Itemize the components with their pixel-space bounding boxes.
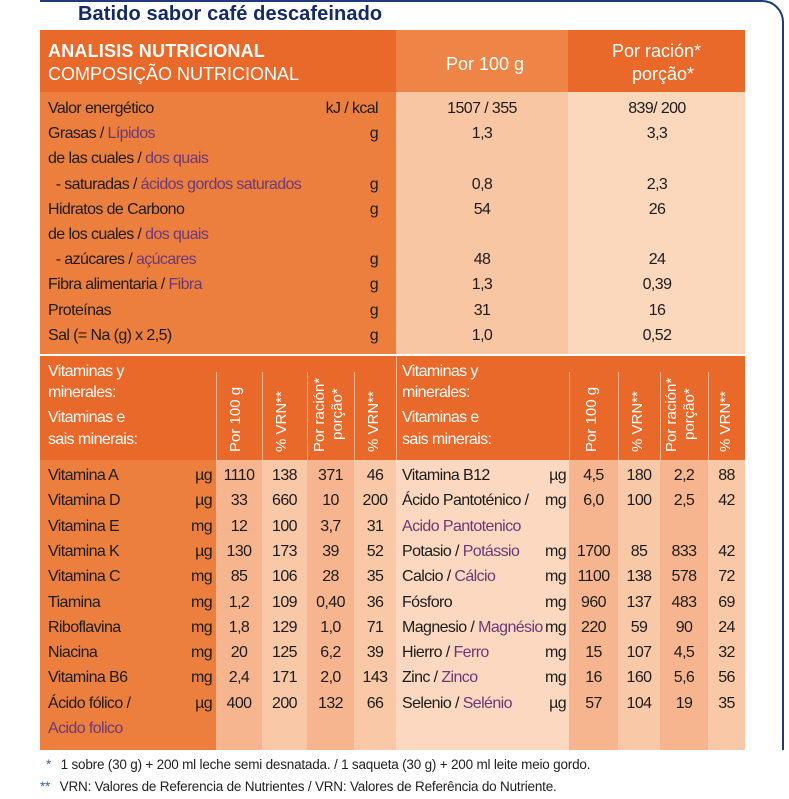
vitamin-portion: 19: [675, 694, 693, 712]
vitamin-portion: 5,6: [673, 669, 695, 687]
divider: [216, 372, 217, 460]
vitamin-name: [48, 491, 120, 511]
vitamin-unit: µg: [195, 492, 212, 510]
vitamin-unit: µg: [549, 694, 566, 712]
vit-header-es2: minerales:: [48, 384, 116, 401]
nutrient-unit: kJ / kcal: [325, 100, 378, 117]
vitamin-portion: 28: [322, 568, 339, 586]
nutrient-per100: 0,8: [471, 175, 493, 193]
vitamin-portion: 2,2: [673, 467, 695, 484]
divider: [569, 372, 570, 460]
nutrient-per100: 48: [473, 251, 491, 269]
nutrient-label: [48, 149, 208, 169]
nutrient-name-es: - azúcares /: [48, 251, 136, 269]
vitamin-unit: mg: [544, 618, 566, 636]
vitamin-vrn: 660: [272, 492, 297, 510]
vitamin-name-es: Potasio /: [402, 542, 463, 560]
vitamin-vrn: 100: [626, 492, 652, 510]
vitamin-vrn2: 42: [718, 542, 735, 560]
vitamin-vrn: 100: [272, 517, 297, 535]
nutrient-name-es: Sal (= Na (g) x 2,5): [48, 326, 172, 344]
vitamin-name: [48, 593, 100, 613]
vitamin-per100: 12: [230, 517, 248, 535]
nutrient-portion: 839/ 200: [628, 100, 686, 117]
vitamin-per100: 1110: [223, 467, 255, 484]
vitamin-name-es: Magnesio /: [402, 618, 479, 636]
nutrient-label: [48, 275, 202, 295]
vitamin-portion: 2,0: [320, 669, 341, 687]
vitamin-vrn2: 35: [366, 568, 384, 586]
footnote-2-text: VRN: Valores de Referencia de Nutrientes / VRN: Valores de Referência do Nutriente.: [59, 779, 557, 794]
header-portion-es: Por ración*: [612, 41, 702, 61]
nutrient-name-es: de las cuales /: [48, 150, 146, 168]
nutrient-label: [48, 99, 154, 119]
vitamin-vrn: 85: [630, 542, 648, 560]
vitamin-unit: mg: [190, 618, 212, 636]
product-title: Batido sabor café descafeinado: [78, 3, 383, 25]
vitamin-name-es: Fósforo: [402, 593, 453, 611]
vitamin-per100: 1,2: [228, 593, 250, 611]
divider: [307, 372, 308, 460]
vitamin-vrn: 106: [272, 568, 297, 586]
vitamin-name: [48, 466, 118, 486]
vitamin-portion: 132: [318, 694, 343, 712]
vitamin-name: [402, 668, 478, 688]
vitamin-vrn2: 71: [366, 618, 384, 636]
nutrient-name-es: Grasas /: [48, 125, 108, 143]
nutrient-per100: 1,3: [471, 125, 493, 143]
vitamin-name: [402, 593, 452, 613]
vitamin-name: [48, 694, 130, 714]
vitamin-per100: 20: [230, 644, 248, 662]
vitamin-portion: 4,5: [673, 644, 695, 662]
nutrient-unit: g: [369, 251, 378, 269]
vitamin-portion: 10: [322, 492, 339, 510]
nutrient-name-es: - saturadas /: [48, 175, 141, 193]
vit-header-pt2-right: sais minerais:: [402, 431, 492, 448]
vitamin-name: [402, 618, 543, 638]
vit-header-pt1-right: Vitaminas e: [402, 409, 479, 426]
nutrient-label: [48, 250, 196, 270]
nutrient-per100: 54: [473, 200, 491, 218]
vitamin-vrn2: 39: [366, 644, 384, 662]
vitamin-name-es: Vitamina C: [48, 568, 120, 586]
vitamin-name-es: Zinc /: [402, 669, 442, 687]
vitamin-name-es: Vitamina A: [48, 467, 119, 484]
vitamin-per100: 33: [230, 492, 248, 510]
vitamin-vrn: 104: [626, 694, 652, 712]
vitamin-name: [402, 491, 528, 511]
footnote-1: [46, 757, 590, 772]
vitamin-name-es: Vitamina D: [48, 492, 120, 510]
vitamin-name-es: Tiamina: [48, 593, 101, 611]
divider: [618, 372, 619, 460]
vitamin-portion: 578: [671, 568, 697, 586]
vitamin-name-es: Ácido Pantoténico /: [402, 492, 529, 510]
vitamin-name-es: Niacina: [48, 644, 98, 662]
vitamin-unit: µg: [195, 694, 212, 712]
nutrient-name-pt: açúcares: [135, 251, 197, 269]
divider: [354, 372, 355, 460]
vitamin-name-pt: Ferro: [453, 644, 489, 662]
vitamin-name-es: Vitamina B12: [402, 467, 490, 484]
nutrient-name-es: Hidratos de Carbono: [48, 200, 185, 218]
vitamin-vrn: 129: [272, 618, 297, 636]
vitamin-vrn: 137: [626, 593, 652, 611]
nutrient-name-es: de los cuales /: [48, 226, 146, 243]
vitamin-vrn: 200: [272, 694, 297, 712]
nutrient-name-pt: Fibra: [168, 276, 202, 294]
vitamin-vrn: 107: [626, 644, 652, 662]
vitamin-portion: 6,2: [320, 644, 341, 662]
vitamin-unit: µg: [195, 467, 212, 484]
vitamin-name: [48, 517, 119, 537]
vitamin-vrn: 59: [630, 618, 648, 636]
vitamin-vrn: 173: [272, 542, 297, 560]
vitamin-unit: mg: [190, 644, 212, 662]
divider: [708, 372, 709, 460]
vitamin-name-pt: Acido folico: [48, 720, 123, 737]
nutrient-per100: 31: [473, 301, 491, 319]
nutrient-label: [48, 200, 184, 220]
vitamin-vrn: 171: [272, 669, 297, 687]
nutrient-per100: 1,3: [471, 276, 493, 294]
nutrient-unit: g: [369, 301, 378, 319]
vit-col-vrn: % VRN**: [273, 391, 290, 452]
vitamin-name-pt: Magnésio: [478, 618, 543, 636]
vitamin-unit: mg: [544, 492, 566, 510]
nutrient-portion: 2,3: [646, 175, 668, 193]
nutrient-portion: 0,52: [642, 326, 672, 344]
vit-col-per100: Por 100 g: [227, 386, 244, 452]
vitamin-name: [48, 668, 127, 688]
nutrient-unit: g: [369, 326, 378, 344]
nutrient-label: [48, 175, 301, 195]
nutrient-unit: g: [369, 276, 378, 294]
vitamin-per100: 57: [585, 694, 602, 712]
nutrient-label: [48, 124, 155, 144]
vit-col-vrn2: % VRN**: [365, 391, 382, 452]
vit-header-pt2: sais minerais:: [48, 431, 138, 448]
vitamin-vrn: 109: [272, 593, 297, 611]
vitamin-portion: 90: [675, 618, 693, 636]
vitamin-vrn2: 32: [718, 644, 735, 662]
vitamin-vrn: 138: [626, 568, 652, 586]
vitamin-name: [402, 694, 512, 714]
vitamin-unit: µg: [549, 467, 566, 484]
vitamin-vrn: 160: [626, 669, 652, 687]
nutrient-name-pt: Lípidos: [107, 125, 155, 143]
vitamin-unit: mg: [544, 568, 566, 586]
vit-col-portion-es: Por ración*: [311, 377, 328, 452]
vitamin-name-es: Selenio /: [402, 694, 463, 712]
vitamin-unit: mg: [544, 542, 566, 560]
header-portion-pt: porção*: [632, 64, 695, 84]
vitamin-portion: 2,5: [673, 492, 695, 510]
vitamin-vrn2: 36: [366, 593, 384, 611]
nutrient-portion: 16: [648, 301, 666, 319]
vitamin-per100: 4,5: [583, 467, 604, 484]
vitamin-name-es: Vitamina B6: [48, 669, 128, 687]
nutrient-unit: g: [369, 125, 378, 143]
vitamin-name: [48, 618, 121, 638]
vitamin-name-pt: Cálcio: [454, 568, 496, 586]
vitamin-unit: µg: [195, 542, 212, 560]
vitamin-name-es: Hierro /: [402, 644, 454, 662]
vitamin-name-es: Ácido fólico /: [48, 694, 131, 712]
footnote-2: [40, 779, 557, 794]
footnote-1-text: 1 sobre (30 g) + 200 ml leche semi desnatada. / 1 saqueta (30 g) + 200 ml leite meio gordo.: [60, 757, 591, 772]
nutrient-name-es: Fibra alimentaria /: [48, 276, 169, 294]
vit-header-es1-right: Vitaminas y: [402, 363, 478, 380]
nutrient-name-pt: ácidos gordos saturados: [140, 175, 302, 193]
vit-header-es2-right: minerales:: [402, 384, 470, 401]
vitamin-vrn2: 46: [366, 467, 384, 484]
vitamin-vrn: 125: [272, 644, 297, 662]
vitamin-vrn2: 42: [718, 492, 735, 510]
vit-col-per100-right: Por 100 g: [583, 386, 600, 452]
nutrient-label: [48, 301, 111, 321]
vitamin-vrn2: 24: [718, 618, 735, 636]
vitamin-vrn: 180: [626, 467, 652, 484]
nutrient-portion: 26: [648, 200, 666, 218]
vitamin-per100: 400: [226, 694, 252, 712]
header-per100: Por 100 g: [446, 54, 525, 74]
nutrient-per100: 1507 / 355: [447, 100, 517, 117]
vitamin-name: [402, 542, 519, 562]
vit-col-portion-pt: porção*: [329, 388, 346, 440]
vitamin-vrn2: 56: [718, 669, 735, 687]
vit-header-pt1: Vitaminas e: [48, 409, 125, 426]
vitamin-per100: 1,8: [228, 618, 250, 636]
vitamin-unit: mg: [190, 568, 212, 586]
nutrient-portion: 0,39: [642, 276, 672, 294]
nutrient-name-pt: dos quais: [145, 226, 209, 243]
vitamin-name: [48, 567, 120, 587]
vitamin-vrn2: 35: [718, 694, 735, 712]
vitamin-unit: mg: [544, 644, 566, 662]
header-title-es: ANALISIS NUTRICIONAL: [48, 41, 265, 61]
vitamin-portion: 39: [322, 542, 339, 560]
vitamin-vrn2: 66: [366, 694, 384, 712]
vitamin-name-es: Calcio /: [402, 568, 455, 586]
vitamin-unit: mg: [190, 593, 212, 611]
vitamin-per100: 1100: [577, 568, 610, 586]
vitamin-per100: 220: [581, 618, 606, 636]
vitamin-portion: 0,40: [316, 593, 345, 611]
vitamin-name: [48, 542, 119, 562]
nutrient-portion: 3,3: [646, 125, 668, 143]
vit-col-vrn2-right: % VRN**: [717, 391, 734, 452]
vitamin-vrn2: 69: [718, 593, 735, 611]
vitamin-unit: mg: [190, 517, 212, 535]
vitamin-per100: 85: [230, 568, 248, 586]
vitamin-name-es: Riboflavina: [48, 618, 121, 636]
nutrient-name-pt: dos quais: [145, 150, 209, 168]
nutrient-name-es: Proteínas: [48, 301, 112, 319]
vitamin-vrn2: 31: [366, 517, 384, 535]
vitamin-per100: 960: [581, 593, 606, 611]
vitamin-portion: 1,0: [320, 618, 341, 636]
divider: [396, 356, 397, 460]
vitamin-per100: 1700: [576, 542, 611, 560]
vitamin-vrn2: 72: [718, 568, 735, 586]
vitamin-unit: mg: [544, 593, 566, 611]
vitamin-name-pt: Zinco: [441, 669, 478, 687]
vitamin-unit: mg: [544, 669, 566, 687]
footnote-1-mark: *: [46, 757, 52, 772]
vitamin-vrn2: 200: [362, 492, 388, 510]
vitamin-portion: 833: [671, 542, 697, 560]
vitamin-unit: mg: [190, 669, 212, 687]
vitamin-portion: 371: [318, 467, 343, 484]
vitamin-vrn2: 88: [718, 467, 735, 484]
nutrient-label: [48, 225, 208, 245]
vitamin-name: [402, 466, 490, 486]
nutrient-unit: g: [369, 200, 378, 218]
vitamin-name-es: Vitamina K: [48, 542, 120, 560]
header-title-pt: COMPOSIÇÃO NUTRICIONAL: [48, 64, 300, 84]
vitamin-name: [402, 567, 495, 587]
nutrient-portion: 24: [648, 251, 666, 269]
vit-col-portion-pt-right: porção*: [681, 388, 698, 440]
nutrient-unit: g: [369, 175, 378, 193]
vitamin-portion: 483: [671, 593, 697, 611]
divider: [262, 372, 263, 460]
vitamin-name: [48, 643, 97, 663]
vitamin-name-es: Vitamina E: [48, 517, 120, 535]
vitamin-vrn2: 52: [366, 542, 384, 560]
vitamin-portion: 3,7: [320, 517, 341, 535]
vit-col-portion-es-right: Por ración*: [663, 377, 680, 452]
vitamin-name-pt: Selénio: [462, 694, 512, 712]
vitamin-per100: 130: [226, 542, 252, 560]
vitamin-per100: 16: [585, 669, 602, 687]
nutrient-name-es: Valor energético: [48, 100, 154, 117]
vitamin-per100: 6,0: [583, 492, 604, 510]
divider: [660, 372, 661, 460]
vit-col-vrn-right: % VRN**: [629, 391, 646, 452]
vitamin-vrn2: 143: [362, 669, 388, 687]
footnote-2-mark: **: [40, 779, 51, 794]
nutrient-per100: 1,0: [471, 326, 493, 344]
vitamin-per100: 2,4: [228, 669, 250, 687]
vitamin-per100: 15: [585, 644, 602, 662]
vitamin-vrn: 138: [272, 467, 297, 484]
nutrient-label: [48, 326, 172, 346]
vitamin-name: [402, 643, 489, 663]
vitamin-name-pt: Potássio: [462, 542, 520, 560]
vitamin-name-pt: Acido Pantotenico: [402, 517, 521, 535]
vit-header-es1: Vitaminas y: [48, 363, 124, 380]
